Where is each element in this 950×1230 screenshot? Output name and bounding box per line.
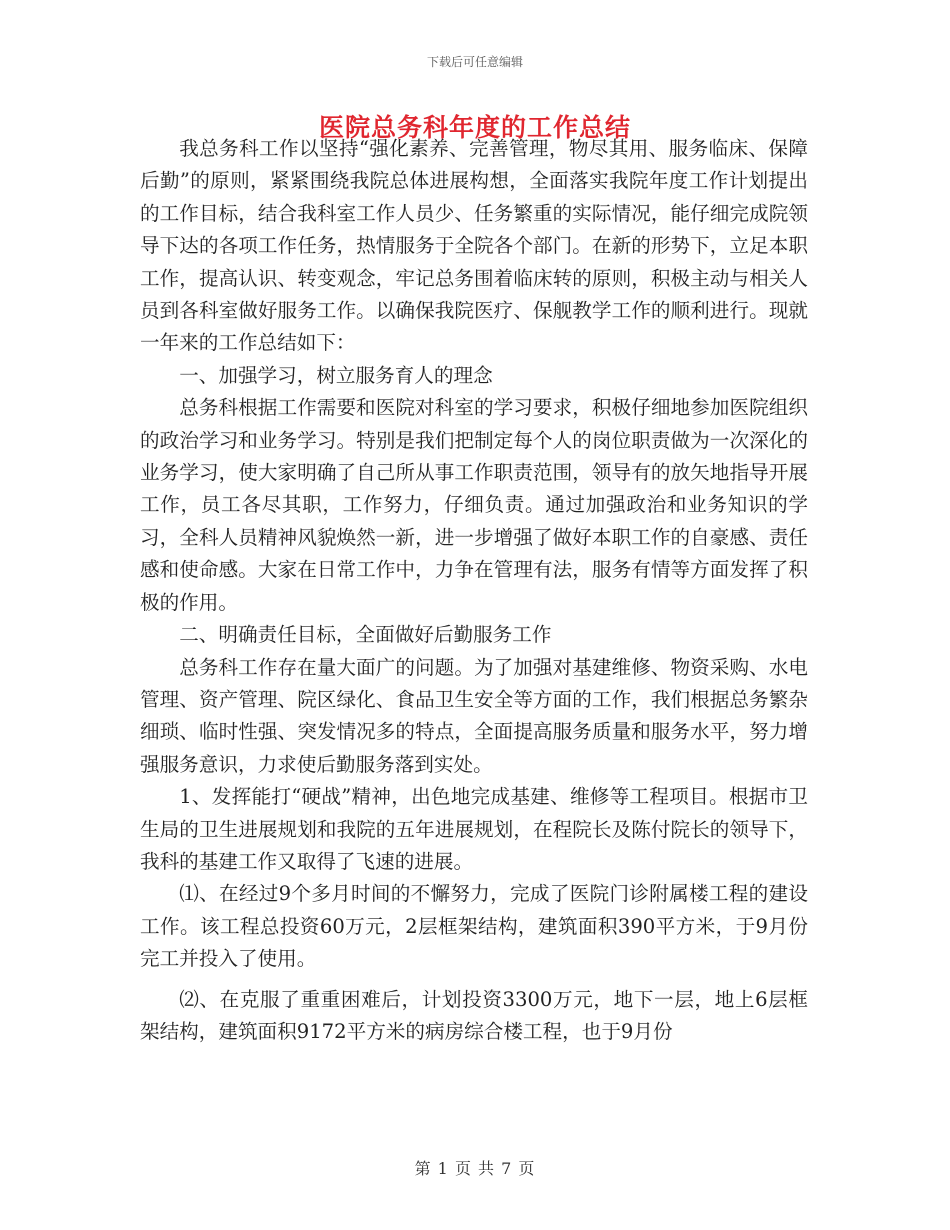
page-footer: 第 1 页 共 7 页 <box>414 1159 536 1178</box>
paragraph-item-1: ⑴、在经过9个多月时间的不懈努力，完成了医院门诊附属楼工程的建设工作。该工程总投资60万元，2层框架结构，建筑面积390平方米，于9月份完工并投入了使用。 <box>140 882 808 971</box>
section-heading-1: 一、加强学习，树立服务育人的理念 <box>179 363 493 387</box>
document-body <box>140 133 808 1048</box>
paragraph-construction: 1、发挥能打“硬战”精神，出色地完成基建、维修等工程项目。根据市卫生局的卫生进展规划和我院的五年进展规划，在程院长及陈付院长的领导下，我科的基建工作又取得了飞速的进展。 <box>140 785 808 873</box>
document-title: 医院总务科年度的工作总结 <box>318 113 631 142</box>
paragraph-study: 总务科根据工作需要和医院对科室的学习要求，积极仔细地参加医院组织的政治学习和业务学习。特别是我们把制定每个人的岗位职责做为一次深化的业务学习，使大家明确了自己所从事工作职责范围，领导有的放矢地指导开展工作，员工各尽其职，工作努力，仔细负责。通过加强政治和业务知识的学习，全科人员精神风貌焕然一新，进一步增强了做好本职工作的自豪感、责任感和使命感。大家在日常工作中，力争在管理有法，服务有情等方面发挥了积极的作用。 <box>140 396 808 614</box>
section-heading-2: 二、明确责任目标，全面做好后勤服务工作 <box>179 623 552 647</box>
paragraph-intro: 我总务科工作以坚持“强化素养、完善管理，物尽其用、服务临床、保障后勤”的原则，紧紧围绕我院总体进展构想，全面落实我院年度工作计划提出的工作目标，结合我科室工作人员少、任务繁重的实际情况，能仔细完成院领导下达的各项工作任务，热情服务于全院各个部门。在新的形势下，立足本职工作，提高认识、转变观念，牢记总务围着临床转的原则，积极主动与相关人员到各科室做好服务工作。以确保我院医疗、保舰教学工作的顺利进行。现就一年来的工作总结如下： <box>140 137 808 355</box>
header-note: 下载后可任意编辑 <box>426 55 523 69</box>
paragraph-item-2: ⑵、在克服了重重困难后，计划投资3300万元，地下一层，地上6层框架结构，建筑面积9172平方米的病房综合楼工程，也于9月份 <box>140 987 808 1043</box>
paragraph-service: 总务科工作存在量大面广的问题。为了加强对基建维修、物资采购、水电管理、资产管理、院区绿化、食品卫生安全等方面的工作，我们根据总务繁杂细琐、临时性强、突发情况多的特点，全面提高服务质量和服务水平，努力增强服务意识，力求使后勤服务落到实处。 <box>140 655 808 776</box>
